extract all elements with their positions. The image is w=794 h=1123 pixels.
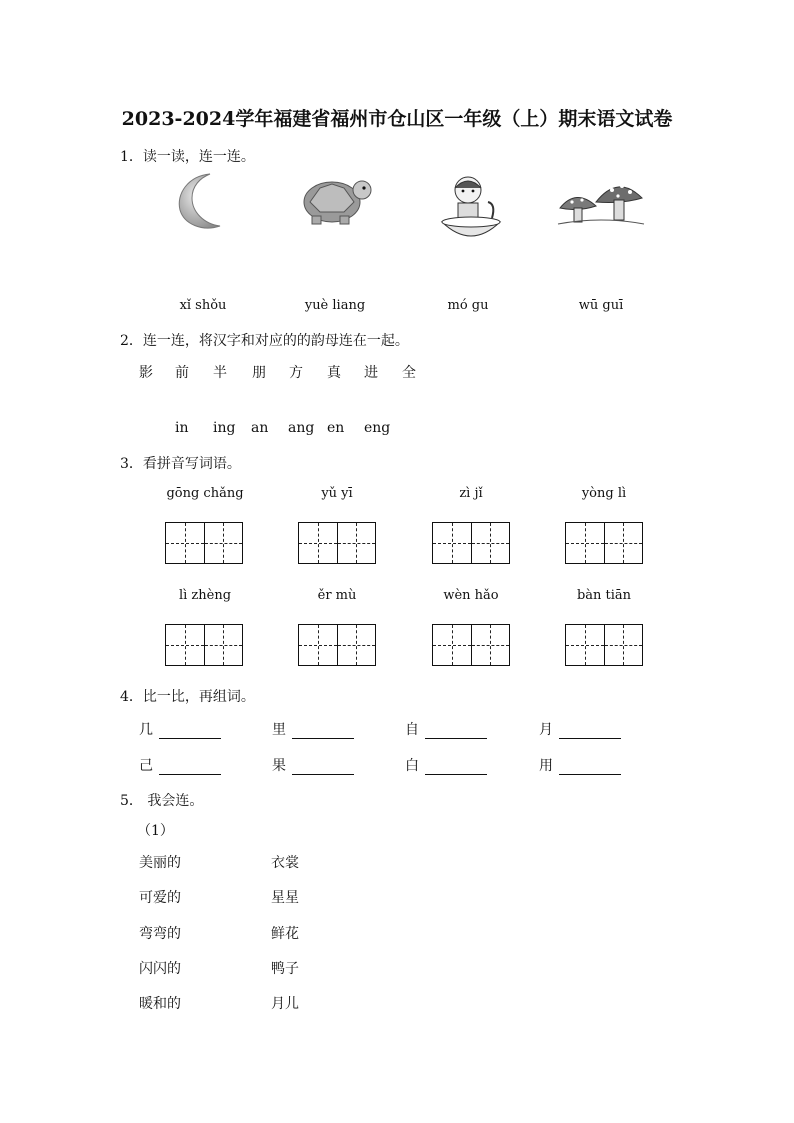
q4-char: 里 [272, 722, 286, 738]
q5-left-item: 美丽的 [139, 855, 181, 871]
q2-char: 进 [364, 365, 378, 381]
moon-icon [170, 170, 234, 232]
q5-left-item: 弯弯的 [139, 926, 181, 942]
q5-left-item: 可爱的 [139, 890, 181, 906]
q2-final: ang [288, 420, 315, 436]
q3-pinyin: lì zhèng [178, 588, 232, 603]
q5-right-item: 衣裳 [271, 855, 299, 871]
q4-char: 己 [139, 758, 153, 774]
q5-left-item: 暖和的 [139, 996, 181, 1012]
q3-pinyin: yǔ yī [321, 486, 353, 501]
q3-label: 3．看拼音写词语。 [120, 456, 241, 472]
writing-grid[interactable] [565, 624, 643, 666]
q5-right-item: 星星 [271, 890, 299, 906]
q5-right-item: 鸭子 [271, 961, 299, 977]
q4-char: 几 [139, 722, 153, 738]
writing-grid[interactable] [298, 624, 376, 666]
q4-char: 用 [539, 758, 553, 774]
writing-grid[interactable] [432, 624, 510, 666]
q5-right-item: 月儿 [271, 996, 299, 1012]
q2-final: eng [364, 420, 391, 436]
q5-right-item: 鲜花 [271, 926, 299, 942]
q4-item [405, 719, 487, 739]
q5-left-item: 闪闪的 [139, 961, 181, 977]
q2-char: 半 [213, 365, 227, 381]
page-title: 2023-2024学年福建省福州市仓山区一年级（上）期末语文试卷 [121, 108, 673, 130]
q2-label: 2．连一连，将汉字和对应的的韵母连在一起。 [120, 333, 409, 349]
q2-final: en [327, 420, 345, 436]
q2-char: 方 [289, 365, 303, 381]
q3-pinyin: yòng lì [581, 486, 627, 501]
writing-grid[interactable] [565, 522, 643, 564]
q1-pinyin: wū guī [578, 298, 624, 313]
q1-label: 1．读一读，连一连。 [120, 149, 255, 165]
q1-pinyin: mó gu [447, 298, 489, 313]
q5-sub-label: （1） [137, 823, 174, 839]
q4-item [539, 719, 621, 739]
answer-blank[interactable] [559, 760, 621, 775]
q4-item [272, 719, 354, 739]
q4-item [272, 755, 354, 775]
answer-blank[interactable] [292, 760, 354, 775]
writing-grid[interactable] [432, 522, 510, 564]
q5-label: 5． 我会连。 [120, 793, 204, 809]
q2-char: 朋 [252, 365, 266, 381]
q1-pinyin: xǐ shǒu [179, 298, 227, 313]
q3-pinyin: gōng chǎng [166, 486, 244, 501]
q1-pinyin: yuè liang [304, 298, 366, 313]
q4-char: 果 [272, 758, 286, 774]
q2-char: 影 [139, 365, 153, 381]
answer-blank[interactable] [425, 724, 487, 739]
girl-washing-icon [438, 172, 504, 246]
q2-char: 全 [402, 365, 416, 381]
q3-pinyin: zì jǐ [459, 486, 483, 501]
q2-char: 前 [175, 365, 189, 381]
mushroom-icon [556, 174, 646, 230]
q4-item [139, 719, 221, 739]
q4-char: 月 [539, 722, 553, 738]
q4-item [139, 755, 221, 775]
q3-pinyin: ěr mù [317, 588, 357, 603]
q2-char: 真 [327, 365, 341, 381]
q4-char: 白 [405, 758, 419, 774]
q2-final: an [251, 420, 269, 436]
writing-grid[interactable] [165, 624, 243, 666]
answer-blank[interactable] [559, 724, 621, 739]
writing-grid[interactable] [165, 522, 243, 564]
q3-pinyin: wèn hǎo [443, 588, 499, 603]
answer-blank[interactable] [159, 760, 221, 775]
answer-blank[interactable] [159, 724, 221, 739]
turtle-icon [298, 172, 376, 230]
answer-blank[interactable] [292, 724, 354, 739]
q4-char: 自 [405, 722, 419, 738]
q4-item [405, 755, 487, 775]
writing-grid[interactable] [298, 522, 376, 564]
q3-pinyin: bàn tiān [576, 588, 632, 603]
q4-item [539, 755, 621, 775]
q4-label: 4．比一比，再组词。 [120, 689, 255, 705]
answer-blank[interactable] [425, 760, 487, 775]
q2-final: in [175, 420, 189, 436]
q2-final: ing [213, 420, 236, 436]
